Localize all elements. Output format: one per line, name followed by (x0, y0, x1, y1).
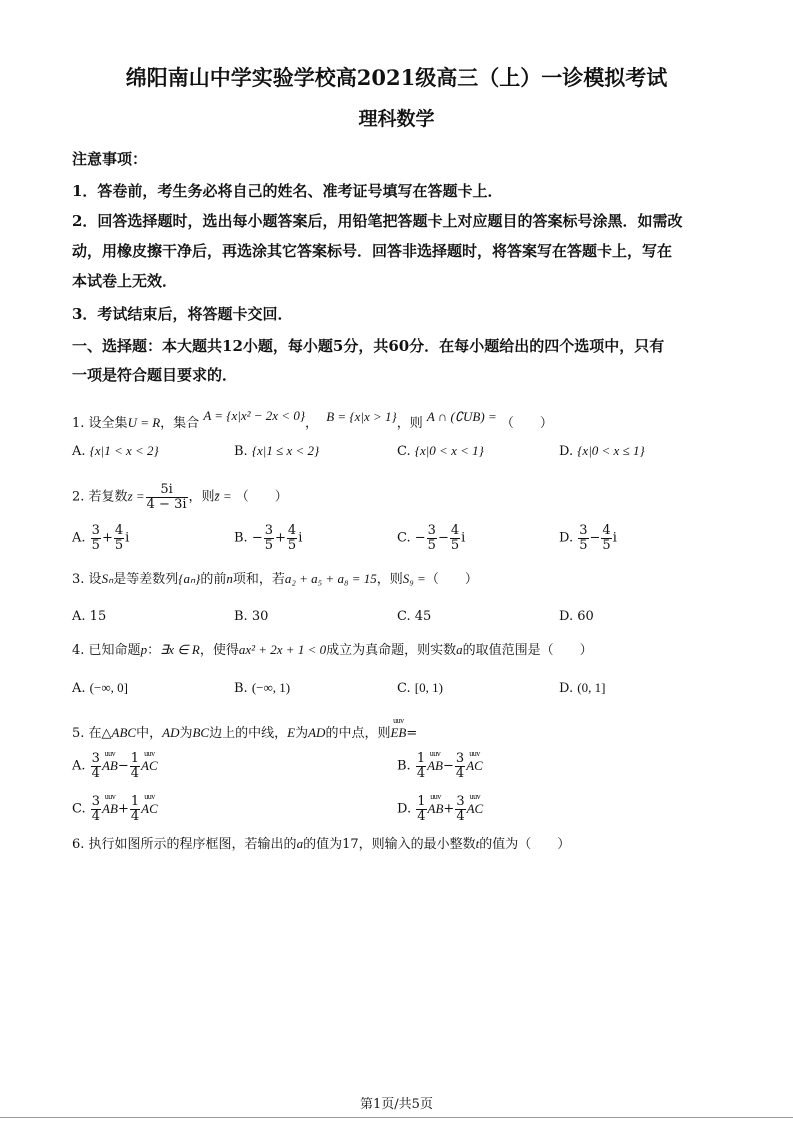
option-label: B. (397, 758, 411, 774)
question-text: ，集合 (160, 416, 200, 431)
question-text: ： (147, 643, 161, 658)
exam-subtitle: 理科数学 (358, 108, 435, 130)
option-label: B. (234, 530, 248, 546)
question-number: 1. (72, 416, 85, 431)
notice-item-2-line-3: 本试卷上无效． (72, 272, 178, 290)
q2-option-b[interactable]: B. − $\frac{3}{5}$ + $\frac{4}{5}$ i (234, 523, 303, 553)
question-text: 设全集 (88, 416, 128, 431)
math-expression: a (296, 836, 304, 851)
math-expression: B = {x|x > 1} (326, 409, 397, 424)
math-expression: ABC (111, 725, 137, 740)
question-2 (72, 483, 288, 511)
question-text: 为 (179, 726, 193, 741)
q4-option-a[interactable] (72, 680, 128, 696)
option-label: D. (397, 801, 412, 817)
question-text: 成立为真命题，则实数 (326, 643, 457, 658)
option-label: C. (72, 801, 86, 817)
q4-option-b[interactable] (234, 680, 290, 696)
option-label: A. (72, 758, 86, 774)
option-value: 15 (89, 609, 107, 624)
question-text: 边上的中线， (209, 726, 288, 741)
math-expression: t (475, 836, 480, 851)
q3-option-d[interactable] (559, 609, 594, 624)
answer-paren: （ ） (235, 489, 288, 505)
question-text: 的取值范围是（ ） (462, 643, 593, 658)
math-expression: p (140, 642, 148, 657)
question-text: 是等差数列 (113, 572, 179, 587)
question-text: 已知命题 (88, 643, 141, 658)
math-expression: BC (192, 725, 210, 740)
question-number: 3. (72, 572, 85, 587)
exam-title: 绵阳南山中学实验学校高2021级高三（上）一诊模拟考试 (125, 65, 668, 90)
math-expression: E (287, 725, 296, 740)
question-number: 5. (72, 726, 85, 741)
question-text: ，使得 (199, 643, 239, 658)
question-text: 设 (88, 572, 102, 587)
q4-option-d[interactable] (559, 680, 605, 696)
q5-option-c[interactable]: C. $\frac{3}{4}$ uuv AB+ $\frac{1}{4}$ uuv AC (72, 791, 158, 824)
question-text: 若复数 (88, 489, 128, 505)
q1-option-b[interactable] (234, 443, 319, 459)
question-1 (72, 408, 553, 431)
q2-option-a[interactable]: A. $\frac{3}{5}$ + $\frac{4}{5}$ i (72, 523, 130, 553)
question-number: 2. (72, 489, 85, 505)
option-label: B. (234, 681, 248, 696)
question-text: 在△ (88, 726, 112, 741)
option-label: D. (559, 444, 574, 459)
question-text: 的中点，则 (325, 726, 391, 741)
option-label: C. (397, 681, 411, 696)
fraction: $\frac{5i}{4 - 3i}$ (146, 482, 187, 512)
question-text: ，则 (376, 572, 403, 587)
question-text: ，则 (188, 489, 215, 505)
question-number: 4. (72, 643, 85, 658)
option-label: C. (397, 444, 411, 459)
question-6 (72, 833, 570, 852)
option-value: {x|1 ≤ x < 2} (251, 443, 320, 458)
question-text: 的前 (200, 572, 227, 587)
notice-item-2-line-2: 动，用橡皮擦干净后，再选涂其它答案标号．回答非选择题时，将答案写在答题卡上，写在 (72, 242, 673, 260)
option-label: D. (559, 530, 574, 546)
notice-item-3: 3．考试结束后，将答题卡交回． (72, 305, 293, 323)
math-expression: z̄ = (214, 488, 232, 504)
option-label: A. (72, 444, 86, 459)
option-label: A. (72, 681, 86, 696)
option-value: 60 (577, 609, 594, 624)
q3-option-a[interactable] (72, 609, 106, 624)
option-value: {x|1 < x < 2} (89, 443, 159, 458)
section-heading-line-2: 一项是符合题目要求的． (72, 366, 238, 384)
equals-sign: = (406, 726, 418, 741)
question-text: 的值为17，则输入的最小整数 (303, 837, 476, 852)
math-expression: AD (162, 725, 180, 740)
math-expression: U = R (127, 415, 161, 430)
option-label: B. (234, 444, 248, 459)
notice-item-2-line-1: 2．回答选择题时，选出每小题答案后，用铅笔把答题卡上对应题目的答案标号涂黑．如需改 (72, 212, 683, 230)
math-expression: a (456, 642, 463, 657)
math-expression: {aₙ} (178, 571, 201, 586)
q2-option-d[interactable]: D. $\frac{3}{5}$ − $\frac{4}{5}$ i (559, 523, 617, 553)
option-label: C. (397, 530, 411, 546)
answer-paren: （ ） (500, 416, 553, 431)
question-text: 执行如图所示的程序框图，若输出的 (88, 837, 297, 852)
q5-option-d[interactable]: D. $\frac{1}{4}$ uuv AB+ $\frac{3}{4}$ uuv AC (397, 791, 484, 824)
q2-option-c[interactable]: C. − $\frac{3}{5}$ − $\frac{4}{5}$ i (397, 523, 466, 553)
q5-option-a[interactable]: A. $\frac{3}{4}$ uuv AB− $\frac{1}{4}$ uuv AC (72, 748, 158, 781)
math-expression: S₉ = (402, 571, 426, 586)
option-value: (−∞, 0] (89, 680, 128, 695)
answer-paren: （ ） (425, 572, 478, 587)
option-label: D. (559, 609, 574, 624)
q5-option-b[interactable]: B. $\frac{1}{4}$ uuv AB− $\frac{3}{4}$ uuv AC (397, 748, 483, 781)
math-expression: n (226, 571, 233, 586)
vector-eb: uuv EB (390, 716, 407, 740)
math-expression: ax² + 2x + 1 < 0 (238, 642, 327, 657)
question-4 (72, 639, 593, 658)
math-expression: A = {x|x² − 2x < 0} (203, 408, 306, 423)
section-heading-line-1: 一、选择题：本大题共12小题，每小题5分，共60分．在每小题给出的四个选项中，只有 (72, 337, 665, 355)
option-value: (0, 1] (577, 680, 606, 695)
option-value: 45 (414, 609, 432, 624)
option-value: 30 (251, 609, 269, 624)
option-label: D. (559, 681, 574, 696)
math-expression: z = (127, 488, 145, 504)
question-text: 为 (295, 726, 309, 741)
option-value: (−∞, 1) (251, 680, 291, 695)
math-expression: a₂ + a₅ + a₈ = 15 (284, 571, 377, 586)
question-3 (72, 568, 478, 587)
math-expression: A ∩ (∁UB) = (426, 409, 497, 424)
notice-heading: 注意事项： (72, 150, 148, 168)
question-text: 中， (136, 726, 163, 741)
page-footer: 第1页/共5页 (360, 1097, 433, 1112)
q3-option-b[interactable] (234, 609, 268, 624)
option-label: C. (397, 609, 411, 624)
notice-item-1: 1．答卷前，考生务必将自己的姓名、准考证号填写在答题卡上． (72, 182, 503, 200)
q3-option-c[interactable] (397, 609, 431, 624)
question-text: ，则 (396, 416, 423, 431)
option-value: {x|0 < x ≤ 1} (577, 443, 645, 458)
question-text: ， (305, 416, 319, 431)
question-number: 6. (72, 837, 85, 852)
question-text: 项和，若 (232, 572, 285, 587)
option-label: A. (72, 530, 86, 546)
question-5 (72, 716, 418, 741)
math-expression: AD (308, 725, 326, 740)
option-label: A. (72, 609, 86, 624)
question-text: 的值为（ ） (479, 837, 571, 852)
q4-option-c[interactable] (397, 680, 443, 696)
option-value: {x|0 < x < 1} (414, 443, 484, 458)
q1-option-c[interactable] (397, 443, 484, 459)
option-value: [0, 1) (414, 680, 443, 695)
math-expression: ∃x ∈ R (160, 642, 200, 657)
math-expression: Sₙ (101, 571, 114, 586)
q1-option-a[interactable] (72, 443, 159, 459)
option-label: B. (234, 609, 248, 624)
footer-divider (0, 1117, 793, 1118)
q1-option-d[interactable] (559, 443, 645, 459)
